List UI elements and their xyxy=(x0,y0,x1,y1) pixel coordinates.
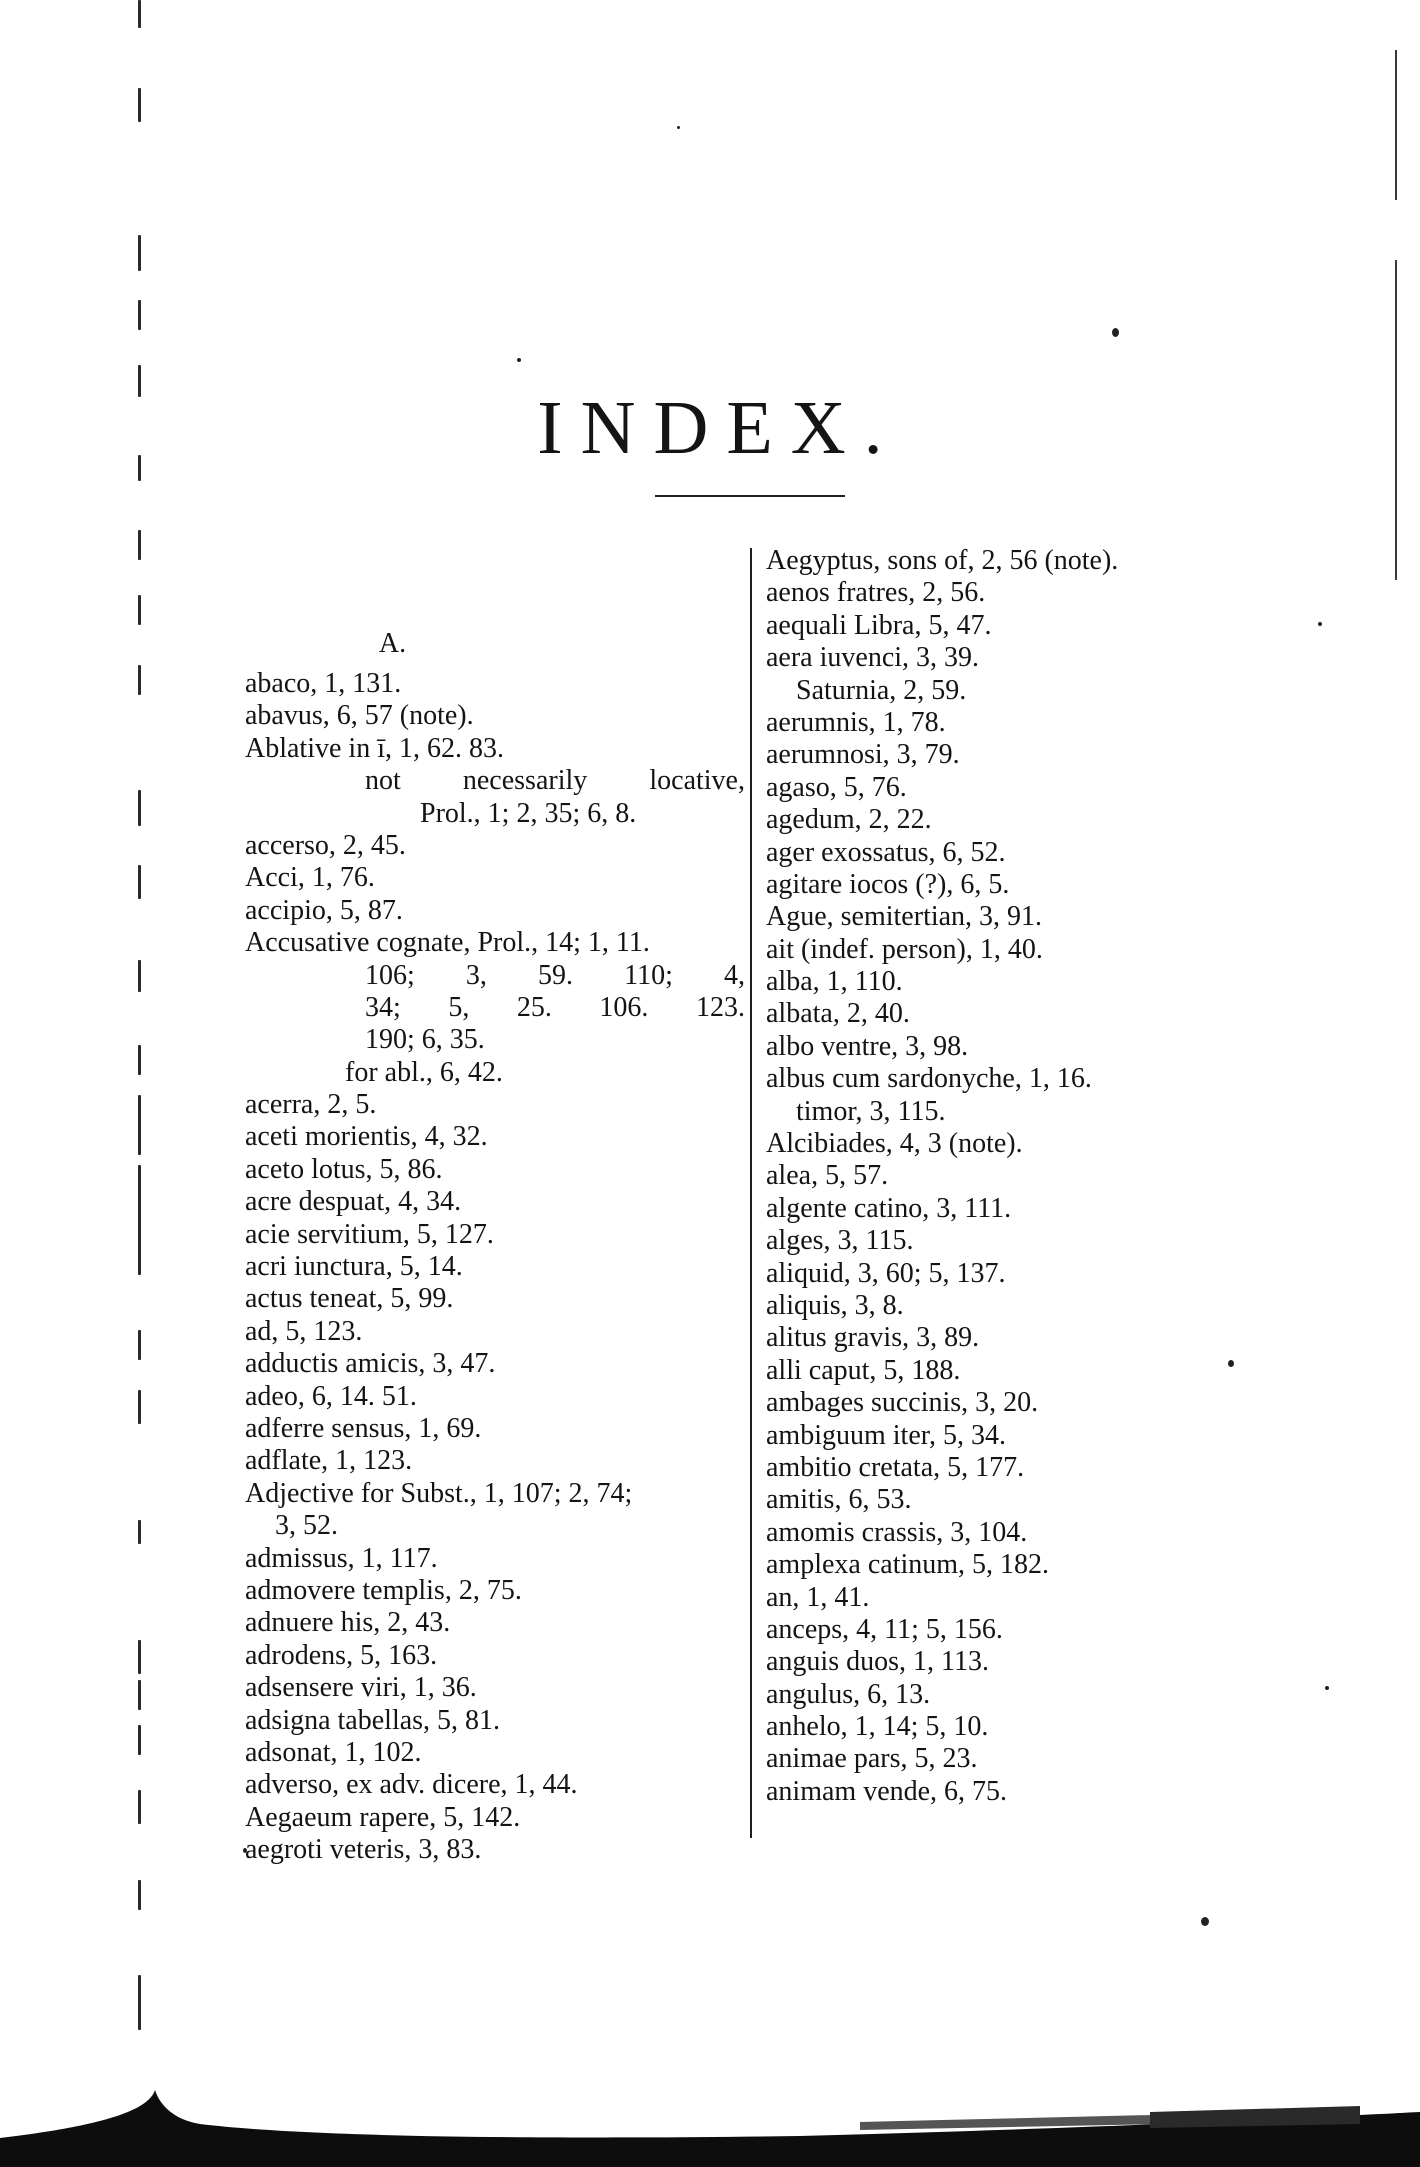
index-entry: 34; 5, 25. 106. 123. xyxy=(365,991,745,1023)
index-entry: aerumnis, 1, 78. xyxy=(766,706,946,738)
index-entry: adnuere his, 2, 43. xyxy=(245,1607,451,1639)
index-entry: ambitio cretata, 5, 177. xyxy=(766,1451,1025,1483)
index-entry: alea, 5, 57. xyxy=(766,1160,889,1192)
index-entry: 106; 3, 59. 110; 4, xyxy=(365,959,745,991)
index-entry: Adjective for Subst., 1, 107; 2, 74; xyxy=(245,1477,633,1509)
index-entry: anguis duos, 1, 113. xyxy=(766,1646,989,1678)
index-entry: agedum, 2, 22. xyxy=(766,804,932,836)
binding-mark xyxy=(138,865,141,899)
index-entry: adflate, 1, 123. xyxy=(245,1445,413,1477)
scan-edge-line xyxy=(1395,50,1397,200)
index-entry: albata, 2, 40. xyxy=(766,998,910,1030)
index-entry: an, 1, 41. xyxy=(766,1581,870,1613)
index-entry: Ague, semitertian, 3, 91. xyxy=(766,901,1043,933)
index-entry: Ablative in ī, 1, 62. 83. xyxy=(245,732,504,764)
index-entry: adeo, 6, 14. 51. xyxy=(245,1380,417,1412)
index-entry: ambiguum iter, 5, 34. xyxy=(766,1419,1006,1451)
index-entry: aerumnosi, 3, 79. xyxy=(766,739,960,771)
index-entry: Aegyptus, sons of, 2, 56 (note). xyxy=(766,545,1119,576)
index-entry: adferre sensus, 1, 69. xyxy=(245,1412,482,1444)
binding-edge-shadow xyxy=(0,2040,1420,2167)
index-entry: Aegaeum rapere, 5, 142. xyxy=(245,1801,521,1833)
binding-mark xyxy=(138,235,141,271)
index-entry: Prol., 1; 2, 35; 6, 8. xyxy=(420,797,637,829)
binding-mark xyxy=(138,790,141,826)
index-entry: aenos fratres, 2, 56. xyxy=(766,577,986,609)
index-entry: ambages succinis, 3, 20. xyxy=(766,1387,1039,1419)
binding-mark xyxy=(138,1880,141,1910)
index-entry: aliquid, 3, 60; 5, 137. xyxy=(766,1257,1006,1289)
index-entries-left xyxy=(245,668,745,1866)
index-entry: albo ventre, 3, 98. xyxy=(766,1030,969,1062)
index-entry: agaso, 5, 76. xyxy=(766,771,907,803)
index-entry: ager exossatus, 6, 52. xyxy=(766,836,1006,868)
index-entry: adsonat, 1, 102. xyxy=(245,1736,422,1768)
index-entry: acie servitium, 5, 127. xyxy=(245,1218,494,1250)
index-entry: ait (indef. person), 1, 40. xyxy=(766,933,1043,965)
index-entry: amomis crassis, 3, 104. xyxy=(766,1516,1028,1548)
binding-mark xyxy=(138,960,141,992)
index-entry: Saturnia, 2, 59. xyxy=(796,674,967,706)
index-entry: alba, 1, 110. xyxy=(766,966,903,998)
index-entry: anceps, 4, 11; 5, 156. xyxy=(766,1613,1003,1645)
ink-speck xyxy=(677,126,680,129)
index-entry: abaco, 1, 131. xyxy=(245,668,402,699)
page-title: INDEX. xyxy=(537,386,901,470)
index-entry: not necessarily locative, xyxy=(365,765,745,797)
binding-mark xyxy=(138,1790,141,1824)
binding-mark xyxy=(138,665,141,695)
binding-mark xyxy=(138,0,141,28)
index-entry: alli caput, 5, 188. xyxy=(766,1354,961,1386)
ink-speck xyxy=(1201,1917,1209,1926)
index-entry: aceti morientis, 4, 32. xyxy=(245,1121,488,1153)
index-entry: animae pars, 5, 23. xyxy=(766,1743,978,1775)
index-entry: Accusative cognate, Prol., 14; 1, 11. xyxy=(245,927,650,959)
binding-mark xyxy=(138,595,141,625)
ink-speck xyxy=(1112,328,1119,337)
index-entry: adverso, ex adv. dicere, 1, 44. xyxy=(245,1769,578,1801)
index-column-left xyxy=(245,619,745,1866)
index-entry: animam vende, 6, 75. xyxy=(766,1775,1008,1807)
index-entry: accipio, 5, 87. xyxy=(245,894,403,926)
index-entry: ad, 5, 123. xyxy=(245,1315,363,1347)
index-entry: 190; 6, 35. xyxy=(365,1024,485,1056)
index-entry: adductis amicis, 3, 47. xyxy=(245,1348,496,1380)
index-entry: aceto lotus, 5, 86. xyxy=(245,1153,443,1185)
index-entry: adsensere viri, 1, 36. xyxy=(245,1672,477,1704)
section-letter: A. xyxy=(378,628,407,659)
binding-mark xyxy=(138,1725,141,1755)
binding-mark xyxy=(138,1045,141,1075)
index-entry: algente catino, 3, 111. xyxy=(766,1192,1012,1224)
index-entry: alitus gravis, 3, 89. xyxy=(766,1322,980,1354)
index-entry: admovere templis, 2, 75. xyxy=(245,1574,522,1606)
binding-mark xyxy=(138,1330,141,1360)
index-entry: alges, 3, 115. xyxy=(766,1225,914,1257)
index-entry: adsigna tabellas, 5, 81. xyxy=(245,1704,501,1736)
column-divider xyxy=(750,548,752,1838)
index-entry: abavus, 6, 57 (note). xyxy=(245,700,474,732)
index-entry: actus teneat, 5, 99. xyxy=(245,1283,454,1315)
index-entry: Acci, 1, 76. xyxy=(245,862,375,894)
binding-mark xyxy=(138,88,141,122)
index-entry: aegroti veteris, 3, 83. xyxy=(245,1834,482,1866)
binding-mark xyxy=(138,1520,141,1544)
index-entry: agitare iocos (?), 6, 5. xyxy=(766,868,1010,900)
binding-mark xyxy=(138,1975,141,2030)
index-entry: aera iuvenci, 3, 39. xyxy=(766,642,980,674)
index-entry: aliquis, 3, 8. xyxy=(766,1289,904,1321)
binding-mark xyxy=(138,530,141,560)
index-entry: acri iunctura, 5, 14. xyxy=(245,1251,463,1283)
binding-mark xyxy=(138,1680,141,1710)
index-entry: amplexa catinum, 5, 182. xyxy=(766,1549,1050,1581)
binding-mark xyxy=(138,300,141,330)
index-entry: anhelo, 1, 14; 5, 10. xyxy=(766,1711,989,1743)
ink-speck xyxy=(517,358,521,362)
binding-mark xyxy=(138,1640,141,1674)
index-column-right xyxy=(766,545,1386,1808)
index-entry: acre despuat, 4, 34. xyxy=(245,1186,462,1218)
index-entry: amitis, 6, 53. xyxy=(766,1484,912,1516)
index-entry: accerso, 2, 45. xyxy=(245,829,406,861)
index-entry: admissus, 1, 117. xyxy=(245,1542,438,1574)
index-entry: angulus, 6, 13. xyxy=(766,1678,931,1710)
binding-mark xyxy=(138,1390,141,1424)
title-rule xyxy=(655,495,845,497)
index-entry: acerra, 2, 5. xyxy=(245,1089,377,1121)
index-entry: 3, 52. xyxy=(275,1510,338,1542)
index-entry: aequali Libra, 5, 47. xyxy=(766,609,992,641)
binding-mark xyxy=(138,1095,141,1155)
index-entry: albus cum sardonyche, 1, 16. xyxy=(766,1063,1092,1095)
index-entry: adrodens, 5, 163. xyxy=(245,1639,438,1671)
binding-mark xyxy=(138,1165,141,1275)
index-entries-right xyxy=(766,545,1386,1808)
index-entry: Alcibiades, 4, 3 (note). xyxy=(766,1128,1023,1160)
index-entry: for abl., 6, 42. xyxy=(345,1056,503,1088)
index-entry: timor, 3, 115. xyxy=(796,1095,946,1127)
